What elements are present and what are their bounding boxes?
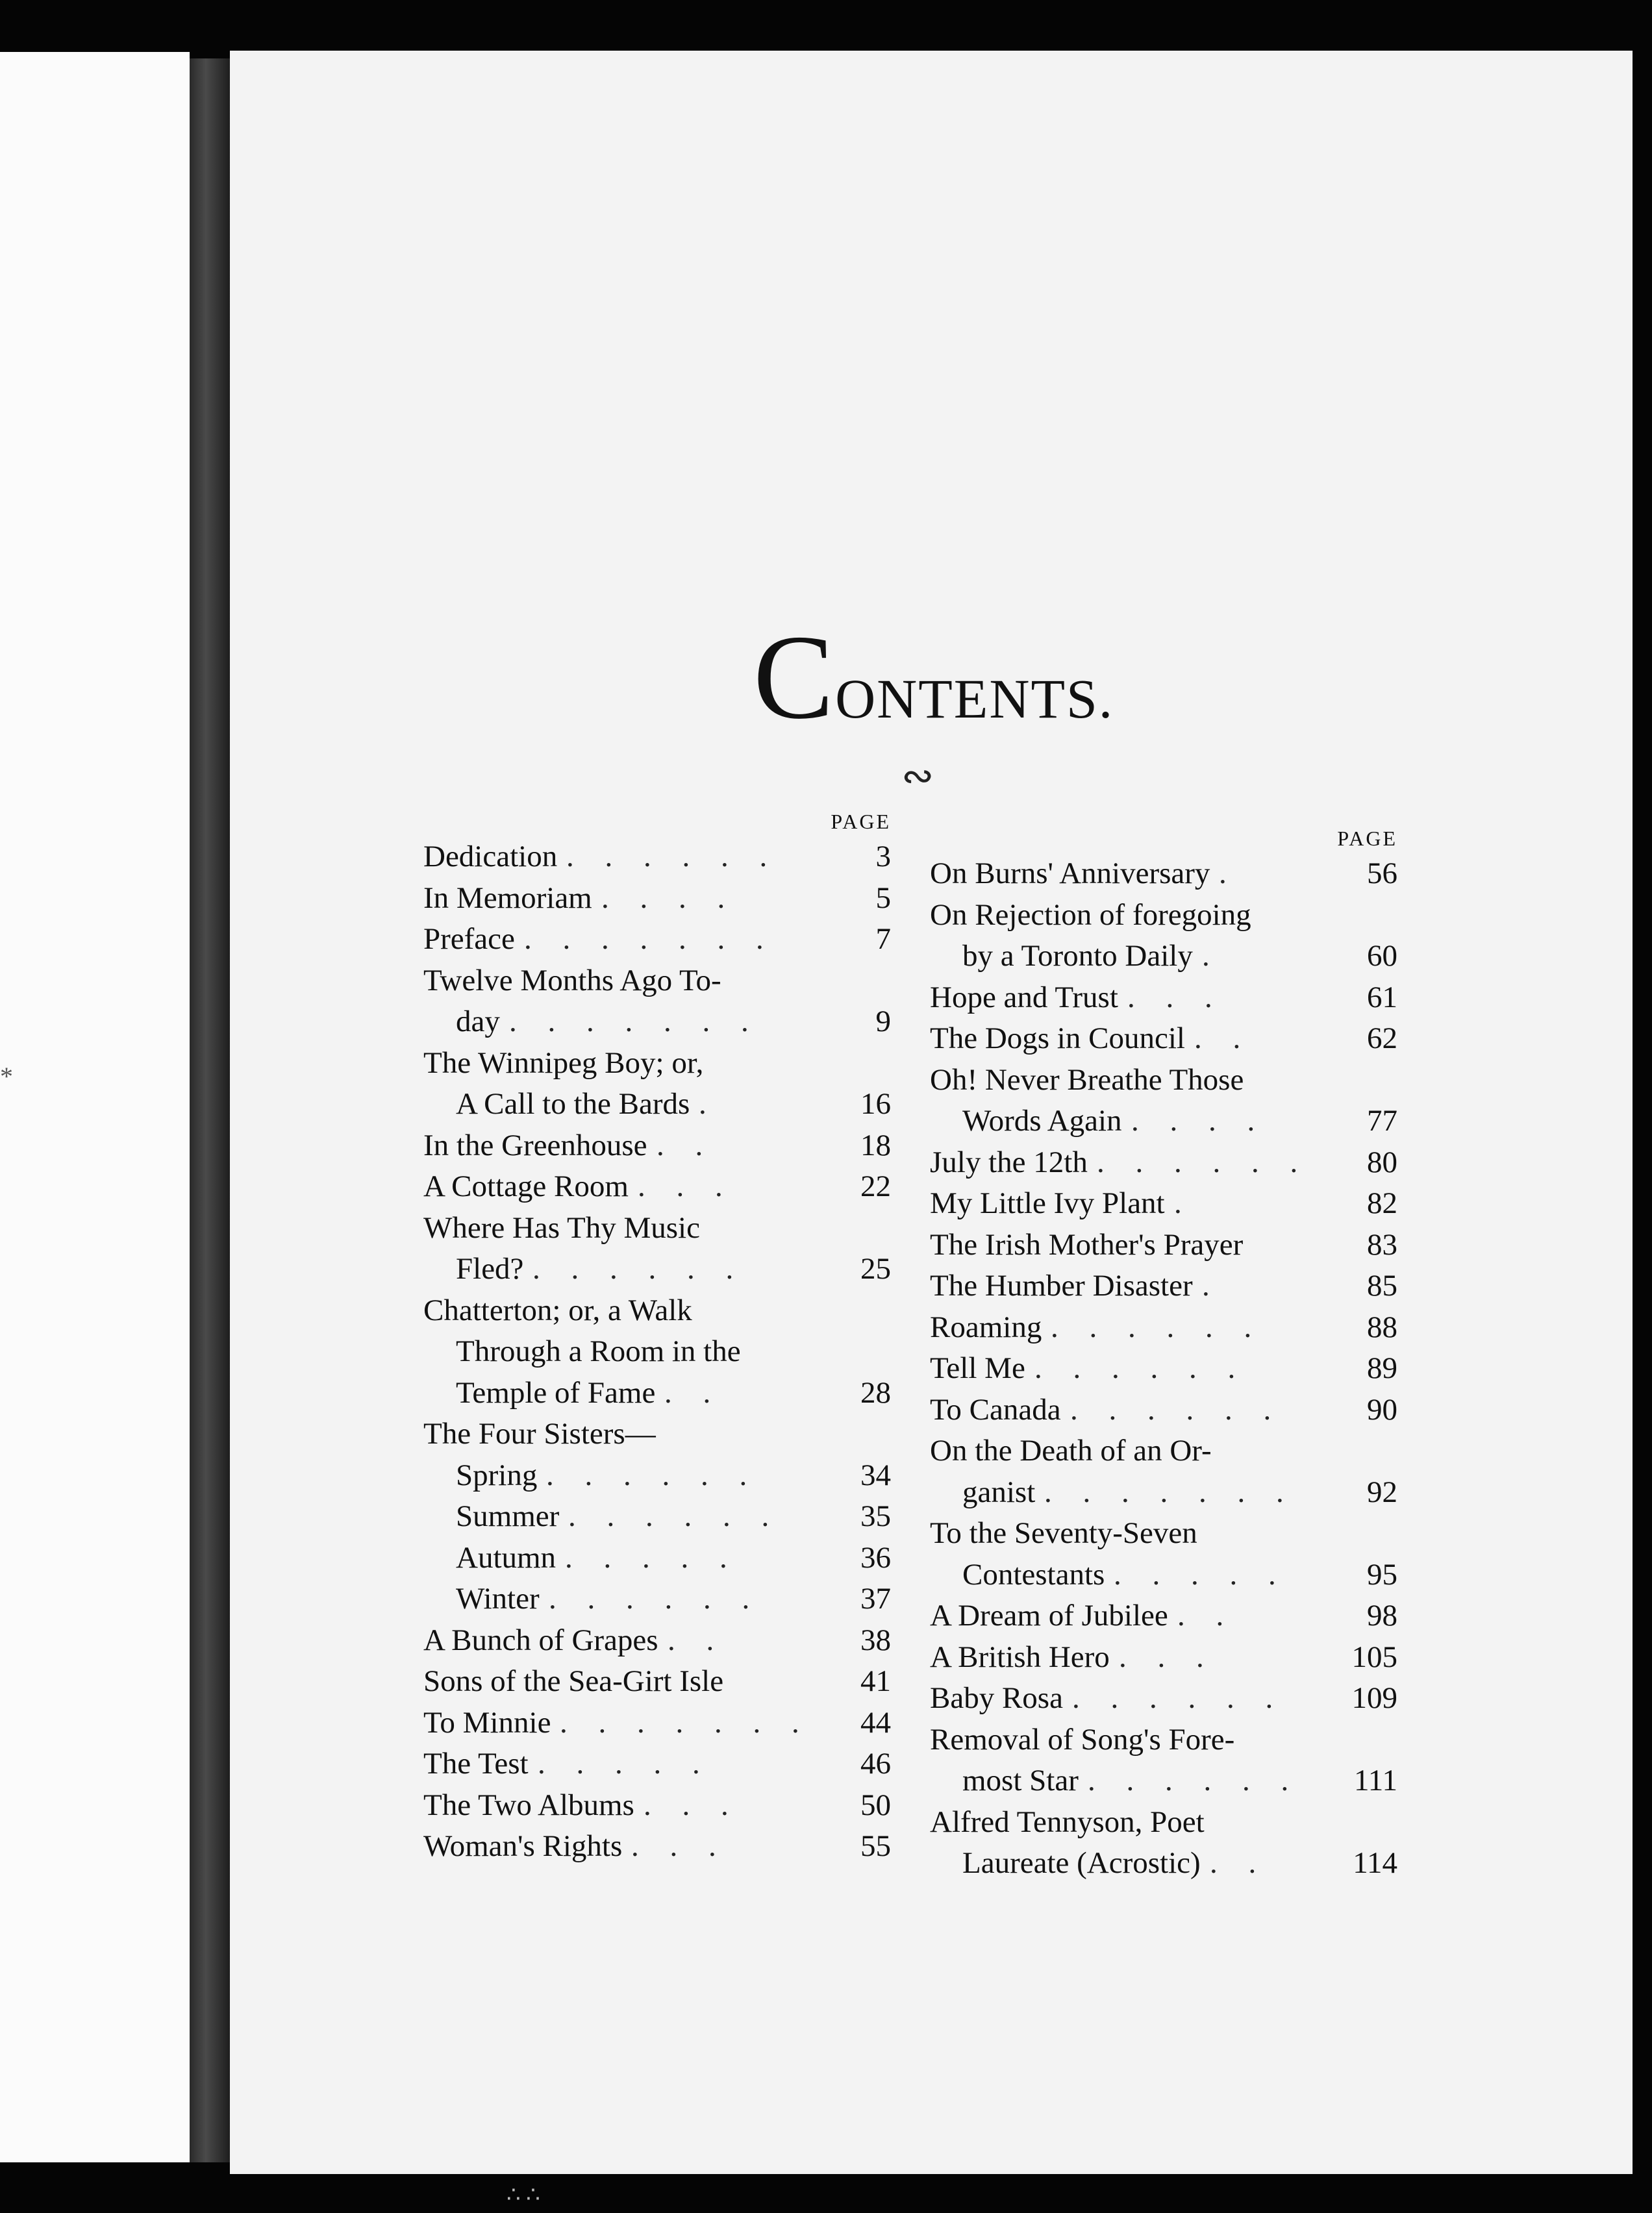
toc-entry-page: 82 [1367,1186,1397,1220]
toc-dot-leader: . . . . . . [549,1582,762,1616]
toc-entry-title: The Irish Mother's Prayer [930,1227,1244,1262]
toc-dot-leader: . . . . . [565,1540,739,1575]
toc-entry-title: To Canada [930,1392,1061,1427]
toc-dot-leader: . . . . . . . [560,1705,811,1740]
toc-entry[interactable] [930,977,1397,1019]
toc-entry[interactable] [423,1703,891,1744]
toc-entry-title: Spring [456,1458,538,1492]
toc-entry-page: 89 [1367,1351,1397,1385]
toc-entry[interactable] [423,919,891,960]
toc-dot-leader: . . . . . . [566,840,779,873]
toc-entry-title: To Minnie [423,1705,551,1740]
toc-entry-page: 83 [1367,1227,1397,1262]
toc-entry-page: 5 [875,881,891,915]
toc-entry-page: 62 [1367,1021,1397,1055]
toc-entry-title: My Little Ivy Plant [930,1186,1165,1220]
toc-entry-title: Oh! Never Breathe Those [930,1062,1244,1097]
toc-entry-title: by a Toronto Daily [962,939,1193,973]
toc-entry[interactable] [930,1142,1397,1184]
toc-entry-page: 16 [860,1087,891,1121]
toc-dot-leader: . . [1210,1846,1268,1880]
toc-entry-title: most Star [962,1764,1079,1797]
title-initial: C [753,610,836,744]
toc-entry[interactable] [423,1249,891,1290]
toc-entry-title: Roaming [930,1310,1042,1344]
toc-dot-leader: . . [1177,1599,1236,1632]
toc-entry-page: 38 [860,1623,891,1657]
toc-entry[interactable] [423,1538,891,1579]
page-title [753,610,1114,744]
toc-entry[interactable] [930,1678,1397,1719]
toc-entry[interactable] [930,1719,1397,1761]
toc-entry-title: Winter [456,1582,540,1616]
page-column-header: PAGE [1337,827,1397,850]
toc-dot-leader: . . . . . . . [509,1005,760,1038]
toc-entry-page: 80 [1367,1145,1397,1179]
toc-dot-leader: . . . [638,1169,734,1203]
toc-entry-page: 44 [860,1705,891,1740]
toc-dot-leader: . . [1194,1021,1253,1055]
toc-entry[interactable] [423,1166,891,1208]
toc-entry[interactable] [423,960,891,1002]
toc-entry[interactable] [930,1348,1397,1390]
toc-entry[interactable] [930,1431,1397,1472]
toc-entry-title: In the Greenhouse [423,1128,647,1162]
title-rest: ONTENTS. [835,668,1114,730]
toc-entry-page: 3 [875,840,891,873]
toc-entry[interactable] [930,1555,1397,1596]
toc-entry[interactable] [423,1125,891,1167]
toc-entry-title: The Two Albums [423,1788,634,1822]
toc-entry-page: 98 [1367,1599,1397,1632]
toc-entry[interactable] [423,836,891,878]
toc-dot-leader: . . . . [1131,1104,1267,1138]
toc-entry[interactable] [423,1290,891,1332]
toc-dot-leader: . . . . . . . [524,922,775,956]
toc-entry[interactable] [423,1331,891,1373]
toc-entry-page: 34 [860,1458,891,1492]
toc-entry-title: The Humber Disaster [930,1269,1193,1303]
toc-entry-title: A British Hero [930,1640,1110,1674]
toc-entry[interactable] [930,936,1397,977]
toc-entry[interactable] [930,1513,1397,1555]
toc-entry-title: Removal of Song's Fore- [930,1722,1235,1757]
toc-entry[interactable] [423,1043,891,1084]
toc-entry-page: 41 [860,1664,891,1698]
toc-dot-leader: . [1219,856,1238,890]
toc-entry[interactable] [930,853,1397,895]
toc-entry[interactable] [930,1101,1397,1142]
toc-entry-page: 88 [1367,1310,1397,1344]
toc-entry-title: Alfred Tennyson, Poet [930,1805,1205,1839]
toc-entry[interactable] [423,1785,891,1827]
toc-entry-page: 46 [860,1747,891,1781]
toc-entry[interactable] [930,1183,1397,1225]
margin-mark: * [0,1062,13,1091]
toc-entry-page: 18 [860,1128,891,1162]
toc-entry[interactable] [930,1843,1397,1884]
toc-entry-title: Sons of the Sea-Girt Isle [423,1664,724,1698]
toc-entry-title: Tell Me [930,1351,1025,1385]
toc-dot-leader: . . . [1127,980,1224,1014]
toc-entry-page: 36 [860,1540,891,1575]
toc-entry-page: 22 [860,1169,891,1203]
toc-dot-leader: . . . . . . [546,1458,759,1492]
toc-entry[interactable] [423,1414,891,1455]
toc-entry-title: A Bunch of Grapes [423,1623,658,1657]
toc-entry-title: Contestants [962,1557,1105,1592]
toc-entry-title: On Rejection of foregoing [930,897,1251,932]
toc-entry[interactable] [423,1620,891,1662]
toc-entry[interactable] [930,1018,1397,1060]
toc-entry-page: 28 [860,1375,891,1410]
toc-entry-title: Autumn [456,1540,557,1575]
toc-entry-title: July the 12th [930,1145,1088,1179]
toc-entry[interactable] [930,1307,1397,1349]
toc-entry-title: Where Has Thy Music [423,1210,700,1245]
toc-entry-page: 35 [860,1499,891,1533]
toc-dot-leader: . . . [1119,1640,1216,1674]
toc-dot-leader: . . . . . . [1097,1145,1310,1179]
toc-entry-title: On Burns' Anniversary [930,856,1210,890]
toc-dot-leader: . . [657,1128,715,1162]
toc-entry-title: On the Death of an Or- [930,1434,1212,1468]
toc-dot-leader: . . . . . [538,1747,712,1781]
book-spine [190,58,230,2162]
toc-entry-title: Laureate (Acrostic) [962,1846,1201,1880]
toc-dot-leader: . . . . . . . [1044,1475,1295,1509]
toc-dot-leader: . . . . . . [532,1252,745,1286]
toc-entry[interactable] [423,1826,891,1868]
toc-entry-page: 109 [1351,1681,1397,1715]
page-column-header: PAGE [831,810,891,833]
toc-entry-title: The Test [423,1747,529,1781]
toc-entry-page: 77 [1367,1104,1397,1138]
facing-page [0,52,190,2162]
toc-entry-title: To the Seventy-Seven [930,1516,1197,1550]
toc-entry-title: Chatterton; or, a Walk [423,1293,692,1327]
toc-dot-leader: . . . . . . [568,1499,781,1533]
toc-entry[interactable] [930,895,1397,936]
title-ornament: ∾ [901,755,934,797]
toc-entry-title: ganist [962,1475,1036,1509]
toc-entry-title: Preface [423,922,515,956]
toc-entry[interactable] [423,878,891,919]
contents-column-left [423,806,891,1868]
toc-dot-leader: . . . . [601,881,737,915]
toc-dot-leader: . . . . . . [1088,1764,1301,1797]
toc-entry-page: 111 [1353,1764,1397,1797]
toc-entry-title: In Memoriam [423,881,592,915]
toc-dot-leader: . . . . . . [1070,1392,1283,1427]
toc-entry-title: Baby Rosa [930,1681,1063,1715]
toc-entry-title: The Winnipeg Boy; or, [423,1045,704,1080]
toc-dot-leader: . [1174,1186,1194,1220]
toc-entry-title: Summer [456,1499,560,1533]
toc-entry[interactable] [423,1496,891,1538]
toc-entry-title: Temple of Fame [456,1375,656,1410]
toc-entry-title: Woman's Rights [423,1829,623,1863]
toc-entry[interactable] [930,1266,1397,1307]
toc-entry-title: A Call to the Bards [456,1087,690,1121]
toc-entry-title: A Cottage Room [423,1169,629,1203]
toc-entry-page: 114 [1353,1846,1397,1880]
toc-entry-page: 95 [1367,1557,1397,1592]
toc-dot-leader: . . . [644,1788,740,1822]
toc-entry[interactable] [423,1579,891,1620]
toc-entry[interactable] [423,1084,891,1125]
toc-entry[interactable] [423,1001,891,1043]
toc-entry-page: 61 [1367,980,1397,1014]
toc-entry[interactable] [423,1455,891,1497]
toc-entry[interactable] [930,1802,1397,1844]
toc-entry-page: 50 [860,1788,891,1822]
toc-entry[interactable] [930,1760,1397,1802]
toc-entry-page: 90 [1367,1392,1397,1427]
toc-entry-page: 9 [875,1005,891,1038]
toc-entry[interactable] [930,1390,1397,1431]
toc-entry[interactable] [930,1637,1397,1679]
toc-dot-leader: . . . . . . [1072,1681,1285,1715]
toc-entry-page: 105 [1351,1640,1397,1674]
toc-entry[interactable] [930,1060,1397,1101]
toc-entry-page: 25 [860,1252,891,1286]
toc-entry-title: A Dream of Jubilee [930,1599,1168,1632]
toc-entry-page: 92 [1367,1475,1397,1509]
toc-entry-title: The Four Sisters— [423,1417,656,1451]
toc-entry-title: Words Again [962,1104,1122,1138]
toc-dot-leader: . . . . . . [1034,1351,1247,1385]
toc-dot-leader: . [699,1087,718,1121]
toc-entry-page: 55 [860,1829,891,1863]
toc-entry-page: 7 [875,922,891,956]
toc-dot-leader: . [1202,939,1221,973]
toc-dot-leader: . . [668,1623,726,1657]
toc-dot-leader: . . . . . [1114,1557,1288,1592]
toc-entry[interactable] [423,1208,891,1249]
scan-marks: ∴ ∴ [507,2183,540,2207]
toc-entry[interactable] [423,1661,891,1703]
contents-column-right [930,823,1397,1884]
toc-entry-title: Twelve Months Ago To- [423,963,721,997]
toc-entry-page: 37 [860,1582,891,1616]
toc-dot-leader: . . . [631,1829,728,1863]
toc-entry-page: 56 [1367,856,1397,890]
toc-entry-title: Hope and Trust [930,980,1118,1014]
toc-entry[interactable] [930,1225,1397,1266]
toc-entry-title: The Dogs in Council [930,1021,1185,1055]
toc-entry-page: 60 [1367,939,1397,973]
toc-entry-title: Dedication [423,840,558,873]
toc-dot-leader: . . [664,1375,723,1410]
toc-entry-title: Through a Room in the [456,1334,741,1368]
toc-entry-title: Fled? [456,1252,524,1286]
toc-dot-leader: . . . . . . [1051,1310,1264,1344]
toc-entry[interactable] [930,1472,1397,1514]
toc-entry[interactable] [423,1373,891,1414]
toc-entry-title: day [456,1005,500,1038]
toc-entry[interactable] [423,1744,891,1785]
toc-dot-leader: . [1202,1269,1221,1303]
toc-entry[interactable] [930,1595,1397,1637]
toc-entry-page: 85 [1367,1269,1397,1303]
